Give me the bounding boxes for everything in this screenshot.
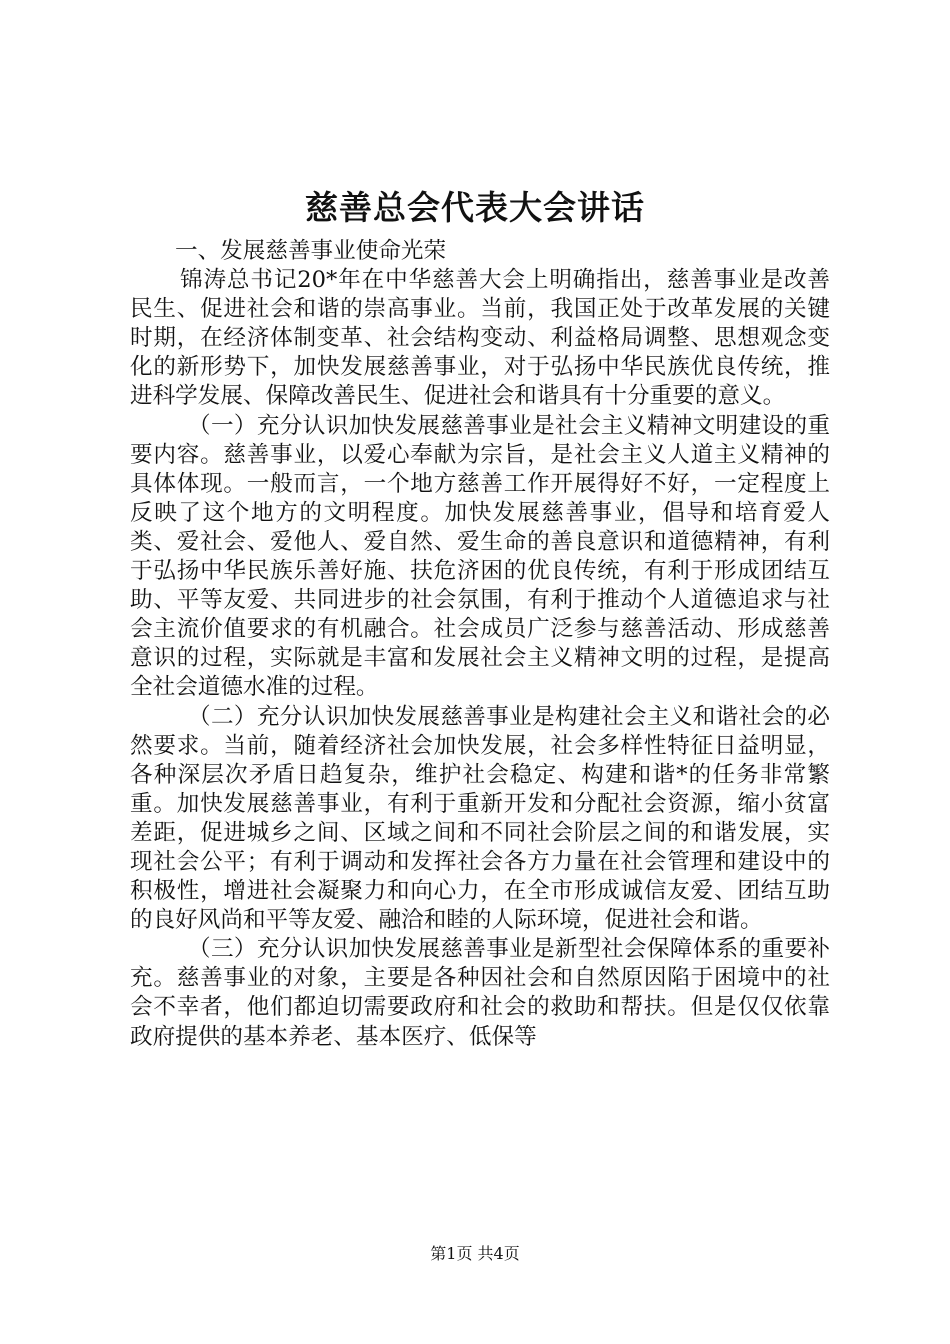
paragraph-section-1: （一）充分认识加快发展慈善事业是社会主义精神文明建设的重要内容。慈善事业，以爱心奉献为宗旨，是社会主义人道主义精神的具体体现。一般而言，一个地方慈善工作开展得好不好，一定程度上反映了这个地方的文明程度。加快发展慈善事业，倡导和培育爱人类、爱社会、爱他人、爱自然、爱生命的善良意识和道德精神，有利于弘扬中华民族乐善好施、扶危济困的优良传统，有利于形成团结互助、平等友爱、共同进步的社会氛围，有利于推动个人道德追求与社会主流价值要求的有机融合。社会成员广泛参与慈善活动、形成慈善意识的过程，实际就是丰富和发展社会主义精神文明的过程，是提高全社会道德水准的过程。: [130, 412, 830, 701]
paragraph-section-2: （二）充分认识加快发展慈善事业是构建社会主义和谐社会的必然要求。当前，随着经济社会加快发展，社会多样性特征日益明显，各种深层次矛盾日趋复杂，维护社会稳定、构建和谐*的任务非常繁重。加快发展慈善事业，有利于重新开发和分配社会资源，缩小贫富差距，促进城乡之间、区域之间和不同社会阶层之间的和谐发展，实现社会公平；有利于调动和发挥社会各方力量在社会管理和建设中的积极性，增进社会凝聚力和向心力，在全市形成诚信友爱、团结互助的良好风尚和平等友爱、融洽和睦的人际环境，促进社会和谐。: [130, 703, 830, 934]
page-number-footer: 第1页 共4页: [430, 1244, 520, 1263]
paragraph-section-3: （三）充分认识加快发展慈善事业是新型社会保障体系的重要补充。慈善事业的对象，主要是各种因社会和自然原因陷于困境中的社会不幸者，他们都迫切需要政府和社会的救助和帮扶。但是仅仅依靠政府提供的基本养老、基本医疗、低保等: [130, 936, 830, 1050]
paragraph-intro: 锦涛总书记20*年在中华慈善大会上明确指出，慈善事业是改善民生、促进社会和谐的崇高事业。当前，我国正处于改革发展的关键时期，在经济体制变革、社会结构变动、利益格局调整、思想观念变化的新形势下，加快发展慈善事业，对于弘扬中华民族优良传统，推进科学发展、保障改善民生、促进社会和谐具有十分重要的意义。: [130, 267, 830, 410]
document-title: 慈善总会代表大会讲话: [305, 188, 645, 227]
document-body: [130, 237, 830, 1052]
section-heading: 一、发展慈善事业使命光荣: [175, 238, 447, 264]
